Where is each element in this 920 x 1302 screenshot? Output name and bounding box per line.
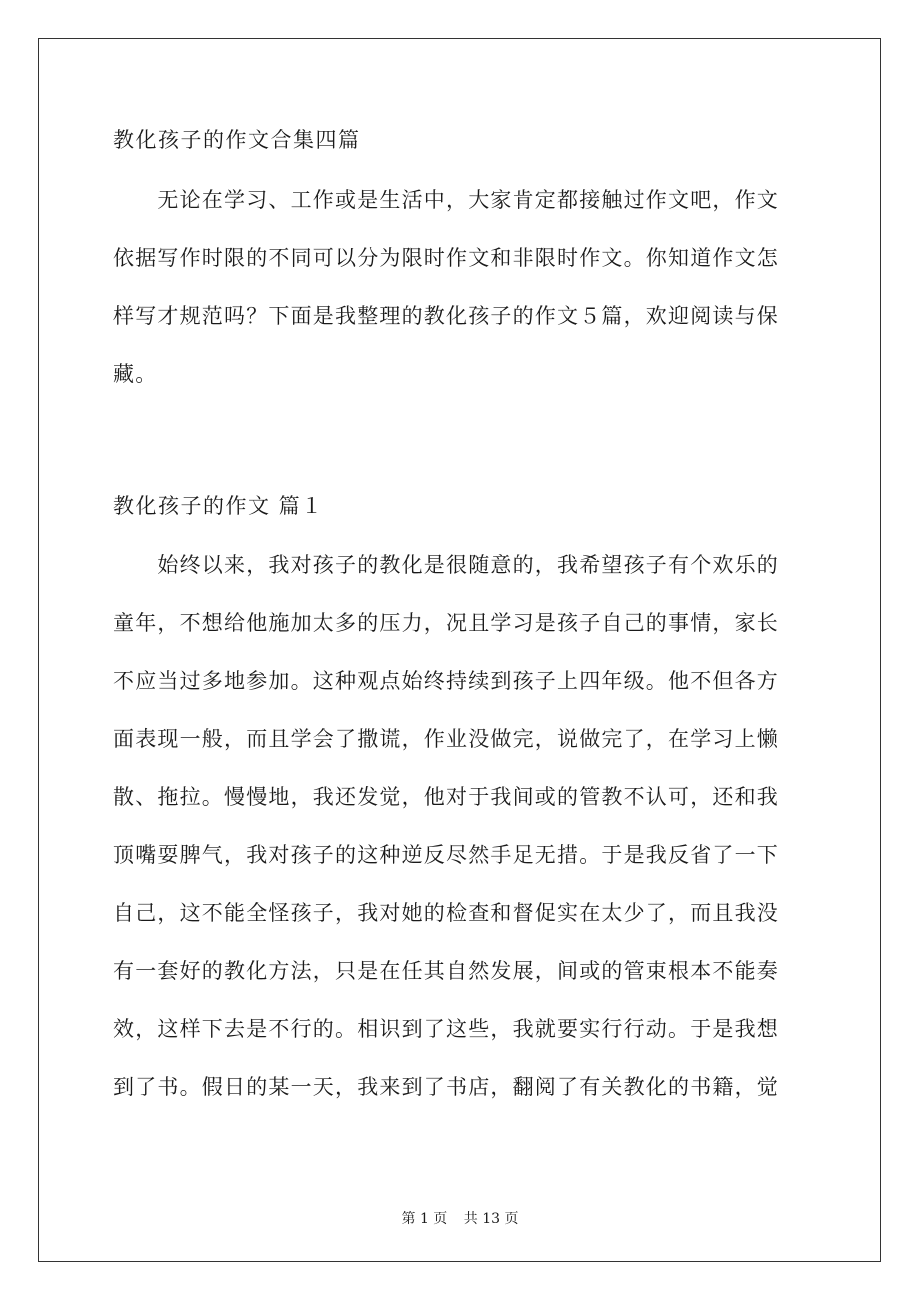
section-line: 有一套好的教化方法，只是在任其自然发展，间或的管束根本不能奏 xyxy=(113,959,779,983)
intro-line: 样写才规范吗？下面是我整理的教化孩子的作文５篇，欢迎阅读与保 xyxy=(113,304,779,328)
document-title: 教化孩子的作文合集四篇 xyxy=(113,128,361,152)
section-line: 效，这样下去是不行的。相识到了这些，我就要实行行动。于是我想 xyxy=(113,1017,779,1041)
intro-line: 依据写作时限的不同可以分为限时作文和非限时作文。你知道作文怎 xyxy=(113,246,779,270)
section-line: 童年，不想给他施加太多的压力，况且学习是孩子自己的事情，家长 xyxy=(113,611,779,635)
intro-line: 藏。 xyxy=(113,362,158,386)
page-total: 共 13 页 xyxy=(463,1211,519,1227)
section-line: 到了书。假日的某一天，我来到了书店，翻阅了有关教化的书籍，觉 xyxy=(113,1075,779,1099)
section-line: 始终以来，我对孩子的教化是很随意的，我希望孩子有个欢乐的 xyxy=(113,553,779,577)
page-footer xyxy=(0,1208,920,1228)
section-heading: 教化孩子的作文 篇１ xyxy=(113,494,324,518)
intro-line: 无论在学习、工作或是生活中，大家肯定都接触过作文吧，作文 xyxy=(113,188,779,212)
section-paragraph xyxy=(113,545,813,1125)
section-line: 不应当过多地参加。这种观点始终持续到孩子上四年级。他不但各方 xyxy=(113,669,779,693)
page-number: 第 1 页 xyxy=(401,1211,448,1227)
intro-paragraph xyxy=(113,180,813,412)
section-line: 面表现一般，而且学会了撒谎，作业没做完，说做完了，在学习上懒 xyxy=(113,727,779,751)
section-line: 散、拖拉。慢慢地，我还发觉，他对于我间或的管教不认可，还和我 xyxy=(113,785,779,809)
section-line: 自己，这不能全怪孩子，我对她的检查和督促实在太少了，而且我没 xyxy=(113,901,779,925)
section-line: 顶嘴耍脾气，我对孩子的这种逆反尽然手足无措。于是我反省了一下 xyxy=(113,843,779,867)
